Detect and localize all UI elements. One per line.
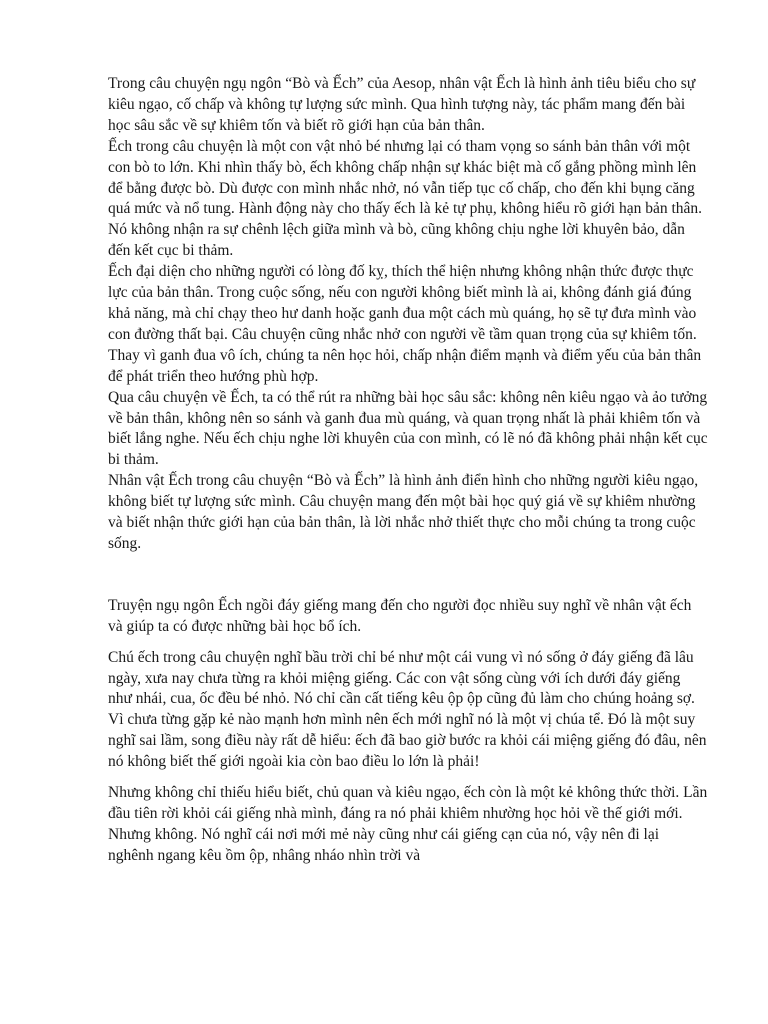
paragraph: Nhưng không chỉ thiếu hiểu biết, chủ quan và kiêu ngạo, ếch còn là một kẻ không thức thời. Lần đầu tiên rời khỏi cái giếng nhà mình, đáng ra nó phải khiêm nhường học hỏi về thế giới mới. Nhưng không. Nó nghĩ cái nơi mới mẻ này cũng như cái giếng cạn của nó, vậy nên đi lại nghênh ngang kêu ồm ộp, nhâng nháo nhìn trời và [108,784,708,864]
paragraph: Ếch đại diện cho những người có lòng đố kỵ, thích thể hiện nhưng không nhận thức được thực lực của bản thân. Trong cuộc sống, nếu con người không biết mình là ai, không đánh giá đúng khả năng, mà chỉ chạy theo hư danh hoặc ganh đua một cách mù quáng, họ sẽ tự đưa mình vào con đường thất bại. Câu chuyện cũng nhắc nhở con người về tầm quan trọng của sự khiêm tốn. Thay vì ganh đua vô ích, chúng ta nên học hỏi, chấp nhận điểm mạnh và điểm yếu của bản thân để phát triển theo hướng phù hợp. [108,263,702,385]
paragraph: Trong câu chuyện ngụ ngôn “Bò và Ếch” của Aesop, nhân vật Ếch là hình ảnh tiêu biểu cho sự kiêu ngạo, cố chấp và không tự lượng sức mình. Qua hình tượng này, tác phẩm mang đến bài học sâu sắc về sự khiêm tốn và biết rõ giới hạn của bản thân. [108,75,696,134]
essay-ech-ngoi-day-gieng [108,596,708,867]
paragraph: Nhân vật Ếch trong câu chuyện “Bò và Ếch” là hình ảnh điển hình cho những người kiêu ngạo, không biết tự lượng sức mình. Câu chuyện mang đến một bài học quý giá về sự khiêm nhường và biết nhận thức giới hạn của bản thân, là lời nhắc nhở thiết thực cho mỗi chúng ta trong cuộc sống. [108,472,699,552]
paragraph: Truyện ngụ ngôn Ếch ngồi đáy giếng mang đến cho người đọc nhiều suy nghĩ về nhân vật ếch và giúp ta có được những bài học bổ ích. [108,596,692,635]
paragraph: Qua câu chuyện về Ếch, ta có thể rút ra những bài học sâu sắc: không nên kiêu ngạo và ảo tưởng về bản thân, không nên so sánh và ganh đua mù quáng, và quan trọng nhất là phải khiêm tốn và biết lắng nghe. Nếu ếch chịu nghe lời khuyên của con mình, có lẽ nó đã không phải nhận kết cục bi thảm. [108,388,708,469]
section-spacer [108,555,708,596]
document-page [108,74,708,877]
paragraph: Chú ếch trong câu chuyện nghĩ bầu trời chỉ bé như một cái vung vì nó sống ở đáy giếng đã lâu ngày, xưa nay chưa từng ra khỏi miệng giếng. Các con vật sống cùng với ích dưới đáy giếng như nhái, cua, ốc đều bé nhỏ. Nó chỉ cần cất tiếng kêu ộp ộp cũng đủ làm cho chúng hoảng sợ. Vì chưa từng gặp kẻ nào mạnh hơn mình nên ếch mới nghĩ nó là một vị chúa tể. Đó là một suy nghĩ sai lầm, song điều này rất dễ hiểu: ếch đã bao giờ bước ra khỏi cái miệng giếng đó đâu, nên nó không biết thế giới ngoài kia còn bao điều lo lớn là phải! [108,648,707,771]
essay-bo-va-ech [108,74,708,555]
paragraph: Ếch trong câu chuyện là một con vật nhỏ bé nhưng lại có tham vọng so sánh bản thân với một con bò to lớn. Khi nhìn thấy bò, ếch không chấp nhận sự khác biệt mà cố gắng phồng mình lên để bằng được bò. Dù được con mình nhắc nhở, nó vẫn tiếp tục cố chấp, cho đến khi bụng căng quá mức và nổ tung. Hành động này cho thấy ếch là kẻ tự phụ, không hiểu rõ giới hạn bản thân. Nó không nhận ra sự chênh lệch giữa mình và bò, cũng không chịu nghe lời khuyên bảo, dẫn đến kết cục bi thảm. [108,137,703,260]
